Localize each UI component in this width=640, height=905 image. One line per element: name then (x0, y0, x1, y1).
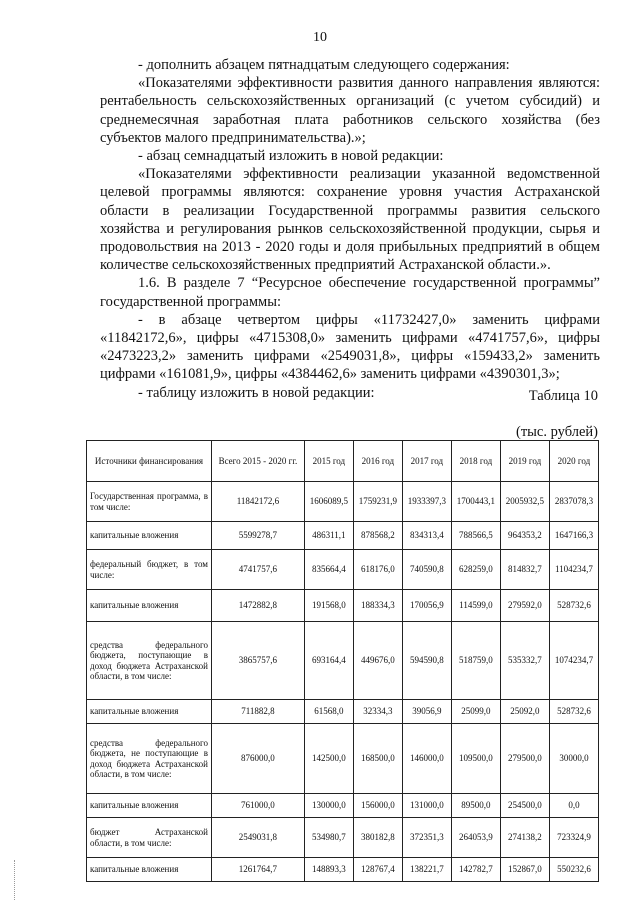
paragraph: «Показателями эффективности развития данного направления являются: рентабельность сельскохозяйственных организаций (с учетом субсидий) и среднемесячная заработная плата работников сельского хозяйства (без субъектов малого предпринимательства).»; (100, 75, 600, 146)
table-cell: 279592,0 (500, 590, 549, 622)
table-cell: 834313,4 (402, 522, 451, 550)
table-cell: 550232,6 (549, 858, 598, 882)
table-cell: 25099,0 (451, 700, 500, 724)
paragraph: 1.6. В разделе 7 “Ресурсное обеспечение государственной программы” государственной программы: (100, 275, 600, 310)
table-cell: 130000,0 (304, 794, 353, 818)
table-cell: 876000,0 (212, 724, 305, 794)
table-cell: 128767,4 (353, 858, 402, 882)
financing-table (86, 440, 599, 882)
table-cell: 146000,0 (402, 724, 451, 794)
table-cell: 1759231,9 (353, 482, 402, 522)
row-label: капитальные вложения (87, 794, 212, 818)
table-units: (тыс. рублей) (516, 424, 598, 440)
column-header: 2020 год (549, 441, 598, 482)
column-header: 2016 год (353, 441, 402, 482)
body-text (100, 56, 600, 402)
column-header: Всего 2015 - 2020 гг. (212, 441, 305, 482)
table-cell: 814832,7 (500, 550, 549, 590)
table-cell: 0,0 (549, 794, 598, 818)
table-cell: 486311,1 (304, 522, 353, 550)
table-cell: 142782,7 (451, 858, 500, 882)
table-cell: 788566,5 (451, 522, 500, 550)
table-cell: 279500,0 (500, 724, 549, 794)
margin-mark (14, 860, 17, 900)
row-label: средства федерального бюджета, не поступающие в доход бюджета Астраханской области, в том числе: (87, 724, 212, 794)
table-cell: 2005932,5 (500, 482, 549, 522)
paragraph: - дополнить абзацем пятнадцатым следующего содержания: (138, 57, 510, 73)
table-cell: 170056,9 (402, 590, 451, 622)
table-cell: 89500,0 (451, 794, 500, 818)
table-cell: 142500,0 (304, 724, 353, 794)
table-cell: 380182,8 (353, 818, 402, 858)
row-label: капитальные вложения (87, 522, 212, 550)
table-cell: 138221,7 (402, 858, 451, 882)
table-cell: 61568,0 (304, 700, 353, 724)
table-cell: 1933397,3 (402, 482, 451, 522)
table-row (87, 590, 599, 622)
table-cell: 372351,3 (402, 818, 451, 858)
table-cell: 761000,0 (212, 794, 305, 818)
table-cell: 156000,0 (353, 794, 402, 818)
table-cell: 168500,0 (353, 724, 402, 794)
table-cell: 594590,8 (402, 622, 451, 700)
table-row (87, 482, 599, 522)
table-cell: 254500,0 (500, 794, 549, 818)
table-cell: 32334,3 (353, 700, 402, 724)
table-cell: 964353,2 (500, 522, 549, 550)
table-cell: 25092,0 (500, 700, 549, 724)
table-cell: 1104234,7 (549, 550, 598, 590)
table-cell: 188334,3 (353, 590, 402, 622)
table-cell: 264053,9 (451, 818, 500, 858)
page-number: 10 (313, 30, 327, 45)
table-cell: 3865757,6 (212, 622, 305, 700)
table-body (87, 482, 599, 882)
column-header: 2017 год (402, 441, 451, 482)
paragraph: - в абзаце четвертом цифры «11732427,0» заменить цифрами «11842172,6», цифры «4715308,0» заменить цифрами «4741757,6», цифры «2473223,2» заменить цифрами «2549031,8», цифры «159433,2» заменить цифрами «161081,9», цифры «4384462,6» заменить цифрами «4390301,3»; (100, 311, 600, 383)
table-cell: 693164,4 (304, 622, 353, 700)
table-cell: 152867,0 (500, 858, 549, 882)
table-cell: 528732,6 (549, 590, 598, 622)
paragraph: - таблицу изложить в новой редакции: (138, 384, 375, 401)
table-cell: 1472882,8 (212, 590, 305, 622)
row-label: Государственная программа, в том числе: (87, 482, 212, 522)
row-label: средства федерального бюджета, поступающие в доход бюджета Астраханской области, в том числе: (87, 622, 212, 700)
table-row (87, 818, 599, 858)
table-cell: 2549031,8 (212, 818, 305, 858)
column-header: 2015 год (304, 441, 353, 482)
table-row (87, 794, 599, 818)
table-cell: 723324,9 (549, 818, 598, 858)
table-cell: 1261764,7 (212, 858, 305, 882)
table-cell: 711882,8 (212, 700, 305, 724)
table-cell: 30000,0 (549, 724, 598, 794)
column-header: 2018 год (451, 441, 500, 482)
paragraph: - абзац семнадцатый изложить в новой редакции: (138, 148, 444, 165)
table-cell: 449676,0 (353, 622, 402, 700)
table-cell: 148893,3 (304, 858, 353, 882)
table-cell: 1074234,7 (549, 622, 598, 700)
row-label: бюджет Астраханской области, в том числе: (87, 818, 212, 858)
row-label: капитальные вложения (87, 590, 212, 622)
table-cell: 274138,2 (500, 818, 549, 858)
table-cell: 528732,6 (549, 700, 598, 724)
table-cell: 1606089,5 (304, 482, 353, 522)
paragraph: «Показателями эффективности реализации указанной ведомственной целевой программы являются: сохранение уровня участия Астраханской области в реализации Государственной программы развития сельского хозяйства и регулирования рынков сельскохозяйственной продукции, сырья и продовольствия на 2013 - 2020 годы и доля прибыльных предприятий в общем количестве сельскохозяйственных предприятий Астраханской области.». (100, 166, 600, 274)
table-label: Таблица 10 (528, 388, 598, 404)
table-cell: 1700443,1 (451, 482, 500, 522)
table-cell: 109500,0 (451, 724, 500, 794)
table-cell: 5599278,7 (212, 522, 305, 550)
table-cell: 878568,2 (353, 522, 402, 550)
table-cell: 39056,9 (402, 700, 451, 724)
table-row (87, 622, 599, 700)
column-header: 2019 год (500, 441, 549, 482)
row-label: федеральный бюджет, в том числе: (87, 550, 212, 590)
table-header-row (87, 441, 599, 482)
table-cell: 534980,7 (304, 818, 353, 858)
table-cell: 628259,0 (451, 550, 500, 590)
table-row (87, 522, 599, 550)
column-header: Источники финансирования (87, 441, 212, 482)
table-cell: 191568,0 (304, 590, 353, 622)
row-label: капитальные вложения (87, 700, 212, 724)
table-cell: 4741757,6 (212, 550, 305, 590)
table-cell: 535332,7 (500, 622, 549, 700)
table-cell: 518759,0 (451, 622, 500, 700)
table-cell: 740590,8 (402, 550, 451, 590)
table-cell: 1647166,3 (549, 522, 598, 550)
table-row (87, 724, 599, 794)
row-label: капитальные вложения (87, 858, 212, 882)
table-cell: 114599,0 (451, 590, 500, 622)
table-row (87, 700, 599, 724)
table-cell: 131000,0 (402, 794, 451, 818)
table-row (87, 550, 599, 590)
table-row (87, 858, 599, 882)
table-cell: 2837078,3 (549, 482, 598, 522)
table-cell: 11842172,6 (212, 482, 305, 522)
table-cell: 835664,4 (304, 550, 353, 590)
table-cell: 618176,0 (353, 550, 402, 590)
